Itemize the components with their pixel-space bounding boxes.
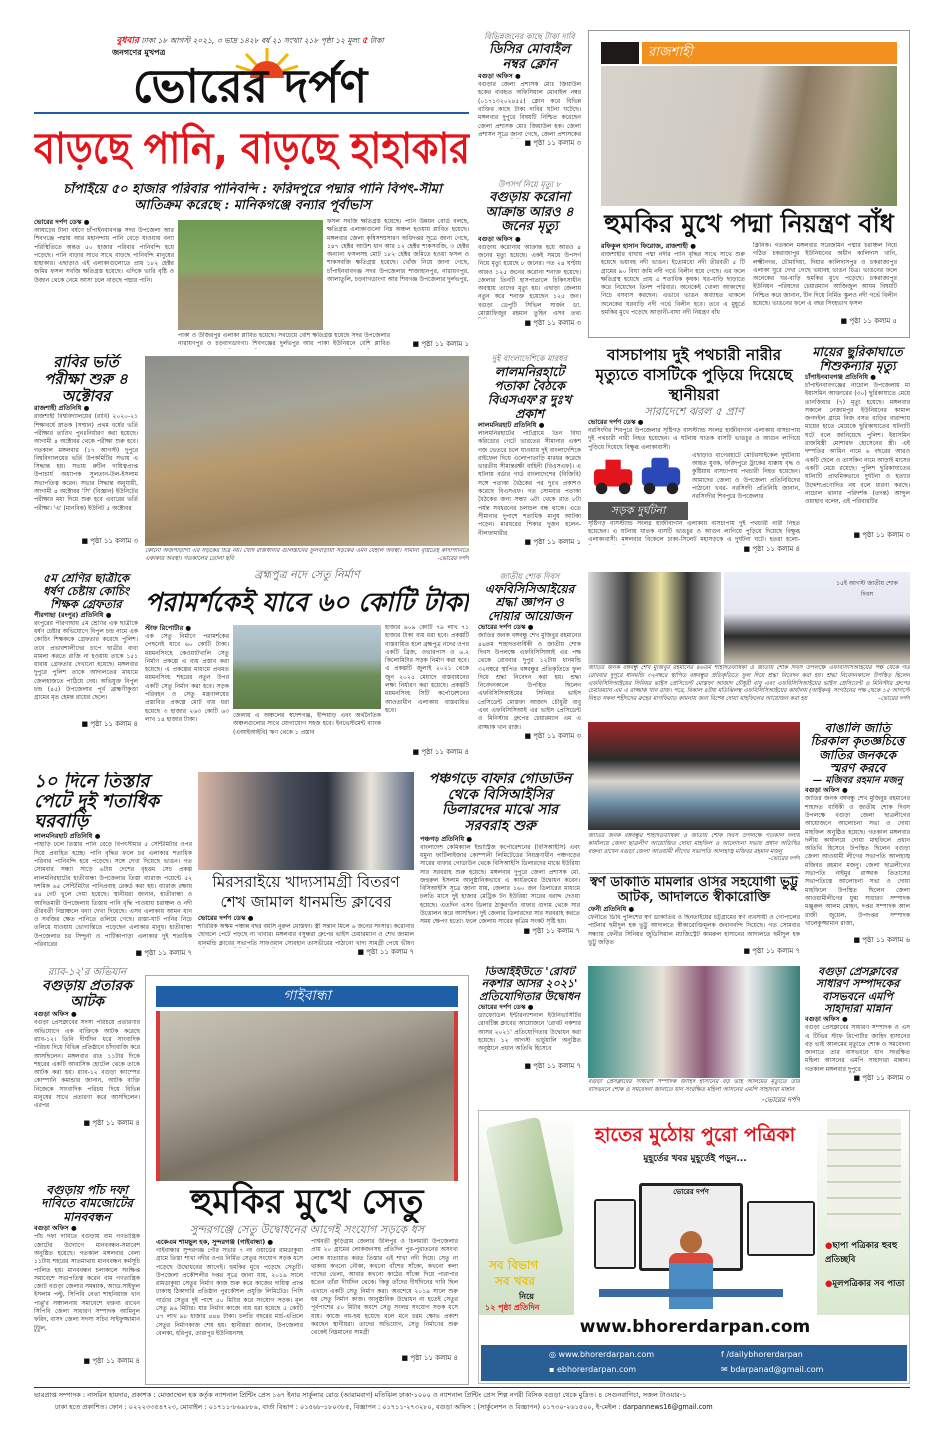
fbcci-caption-credit: -ভোরের দর্পণ <box>878 696 910 703</box>
gaibandha-box <box>145 975 469 1385</box>
ad-right-panel <box>817 1111 909 1315</box>
lead-body-bottom: পাকা ও উজিরপুর এলাকা প্লাবিত হয়েছে। সবচেয়ে বেশি ক্ষতিগ্রস্ত হয়েছে সদর উপজেলার নারায়ণপুর ও চড়বাগডাংগা। শিবগঞ্জের দুর্লভপুর আর পাকা ইউনিয়নে বেশি প্লাবিত <box>178 332 390 348</box>
dc-body: বগুড়ার জেলা প্রশাসক মোঃ জিয়াউল হকের ব্যবহৃত অফিসিয়াল মোবাইল নম্বর (০১৭১৩২০২৪৫৫) ক্লোন করে বিভিন্ন ব্যক্তির কাছে টাকা দাবির ঘটনা ঘটেছে। মঙ্গলবার দুপুরে বিষয়টি নিশ্চিত করেছেন জেলা প্রশাসক মোঃ জিয়াউল হক। জেলা প্রশাসন সূত্রে জানা গেছে, জেলা প্রশাসকের <box>478 81 581 138</box>
dc-headline: ডিসির মোবাইল নম্বর ক্লোন <box>489 42 570 72</box>
rajshahi-headline: হুমকির মুখে পদ্মা নিয়ন্ত্রণ বাঁধ <box>604 209 894 238</box>
river-photo <box>233 625 381 709</box>
imprint-line1: ভারপ্রাপ্ত সম্পাদক : নাসরিন হায়দার, প্রকাশক : মোজাম্মেল হক কর্তৃক ন্যাশনাল প্রিন্টিং প্রেস ১৬৭ ইনার সার্কুলার রোড (আরামবাগ) মতিঝিল ঢাকা-১০০০ ও ন্যাশনাল প্রিন্টিং প্রেস শিল্প নগরী বিসিক বগুড়া থেকে মুদ্রিত। ৪ সেগুনবাগিচা, সজল টাওয়ার-১ <box>34 1391 687 1399</box>
masthead-divider <box>34 112 469 114</box>
mirsarai-body: শারিরিক অক্ষম পঞ্চান্ন বছর বয়সি নুরুল মোস্তফা। স্ত্রী সন্তান মিলে ৬ জনের সংসার। করোনার ছোবলে পেটে পড়ছে না খাবার। মঙ্গলবার বসুন্ধরা গ্রুপের ভাইস চেয়ারম্যান ও শেখ জামাল ধানমন্ডি ক্লাবের সভাপতি সাফওয়ান সোবহান তাসভীরের পাঠানো খাদ্য সামগ্রী পেয়ে ভীষণ <box>198 923 414 947</box>
left-alliance-jump[interactable]: ■ পৃষ্ঠা ১১ কলাম ৪ <box>83 1357 140 1366</box>
bridge60-kicker: ব্রহ্মপুত্র নদে সেতু নির্মাণ <box>254 568 360 581</box>
lead-body: আষাঢ়ের টানা বর্ষণে চাঁপাইনবাবগঞ্জ সদর উপজেলা আর শিবগঞ্জে পদ্মায় আর মহানন্দায় পানি বেড়ে যাওয়ায় বন্যা পরিস্থিতিতে অন্তত ৫০ হাজার পরিবার পানিবন্দি হয়ে পড়েছে। পানি বাড়ার সাথে সাথে বাড়ছে পানিবন্দি মানুষের হাহাকার। এছাড়াও এই এলাকাগুলোতে প্রায় ১৮২ হেক্টর জমির ফসল সবজি ক্ষতিগ্রস্ত হয়েছে। এদিকে ভারি বৃষ্টি ও উজান থেকে নেমে আসা ঢলে বাড়ছে পদ্মার পানি। <box>34 227 174 284</box>
mother-byline: চাঁপাইনবাবগঞ্জ প্রতিনিধি ● <box>805 373 876 381</box>
bridge60-jump[interactable]: ■ পৃষ্ঠা ১১ কলাম ৪ <box>412 748 469 756</box>
diu-byline: ভোরের দর্পণ ডেস্ক ● <box>478 1002 534 1011</box>
footer-divider <box>34 1387 910 1388</box>
fbcci-banner-text: ১৫ই আগস্ট জাতীয় শোক দিবস <box>836 580 898 598</box>
epaper-icon: ▪ <box>549 1365 557 1374</box>
corona-kicker: উপসর্গ নিয়ে মৃত্যু ৮ <box>498 180 561 189</box>
ad-tagline: মুহূর্তের খবর মুহূর্তেই পড়ুন... <box>643 1154 747 1164</box>
ad-facebook[interactable] <box>721 1350 803 1359</box>
rajshahi-body2: ক্লিনিক। গতকাল মঙ্গলবার সরেজমিন পদ্মার চরাঞ্চল নিয়ে গঠিত চকরাজাপুর ইউনিয়নের অধীন কালিদাস খানি, লক্ষ্মীনগর, চৌমাদিয়া, দিয়ার কালিদাসপুর ও চকরাজাপুর এলাকা ঘুরে দেখা গেছে ভয়াবহ ভাঙন চিত্র। ভাঙনের ফলে অনেকের ঘর-বাড়ি হুমকির মুখে পড়েছে। চকরাজাপুর ইউনিয়ন পরিষদের চেয়ারম্যান আজিজুল আযম বিষয়টি নিশ্চিত করে জানান, টিন দিয়ে নির্মিত স্কুলও নদী গর্ভে বিলীন হয়েছে। ভাঙনের ফলে এ বছর সিংহভাগ ফসল <box>753 242 897 308</box>
bridge60-body2: হাজার ৯০৯ কোটি ৭৯ লাখ ৭১ হাজার টাকা ব্যয় ধরা হবে। প্রকল্পটি বাস্তবায়িত হলে ব্রহ্মপুত্র নদের ওপর একটি ব্রিজ, ওভারপাস ও ৬.২ কিলোমিটার সড়ক নির্মাণ করা হবে। এ প্রকল্পটি জুলাই ২০২১ থেকে জুন ২০২৫ মেয়াদে বাস্তবায়নের লক্ষ্য নির্ধারণ করা হয়েছে। প্রকল্পটি ময়মনসিংহ সিটি কর্পোরেশনের আওতাধীন এলাকায় বাস্তবায়িত হবে। <box>385 624 469 714</box>
facebook-icon: f <box>721 1350 727 1359</box>
diu-jump[interactable]: ■ পৃষ্ঠা ১১ কলাম ৭ <box>524 1061 581 1070</box>
ad-email-text: bdarpanad@gmail.com <box>730 1365 824 1374</box>
mp-headline: বগুড়া প্রেসক্লাবের সাধারণ সম্পাদকের বাসভবনে এমপি সাহাদারা মান্নান <box>815 966 900 1015</box>
tagline: জনগণের মুখপত্র <box>112 48 166 57</box>
logo <box>90 60 410 112</box>
muddy-road-photo <box>145 356 469 546</box>
globe-icon: ◎ <box>549 1350 559 1359</box>
rajshahi-body <box>589 242 909 326</box>
bridge60-body3: জেলায় এ অঞ্চলের স্বদেশগঞ্জ, ইন্দিয়াড় এবং অর্থনৈতিক অঞ্চলগুলোর সাথে যোগাযোগ সহজ হবে। ইনভেস্টমেন্ট ব্যাংক (এআইআইবি) ঋণ থেকে ১ প্রস্তাব <box>233 712 381 736</box>
ad-email[interactable] <box>721 1365 823 1374</box>
meeting-caption-text: জাতির জনক বঙ্গবন্ধুর শাহাদতবার্ষিকী ও জাতীয় শোক দিবস উপলক্ষে গতকাল দলীয় কার্যালয়ে জেলা ছাত্রলীগ আয়োজিত দোয়া মাহফিল ও আলোচনা সভায় প্রধান অতিথির বক্তব্য রাখেন বগুড়া জেলা আওয়ামী লীগের সভাপতি আলহাজ্ব মজিবর রহমান মজনু <box>588 833 800 855</box>
lead-body-right: ফসল সবজি ক্ষতিগ্রস্ত হয়েছে। পানি উন্নয়ন বোর্ড বলছে, ক্ষতিগ্রস্ত এলাকাগুলো নিম্ন অঞ্চল হওয়ায় প্লাবিত হয়েছে। মঙ্গলবার জেলা কৃষিসম্প্রসারণ অধিদপ্তর সূত্রে জানা গেছে, ১৪৭ হেক্টর আউশ ধান আর ১২ হেক্টর শাকসবজি, ৩ হেক্টর অন্যান্য ফসলসহ মোট ১৮২ হেক্টর জমিতে হওয়া ফসল ও শাকসবজি ক্ষতিগ্রস্ত হয়েছে। খোঁজ নিয়ে জানা গেছে, চাঁপাইনবাবগঞ্জ সদর উপজেলার শাজাহানপুর, নারায়ণপুর, আলাতুলি, চড়বাগডাংগা আর শিবগঞ্জ উপজেলার দুর্লভপুর, <box>327 218 469 284</box>
epaper-ad[interactable] <box>478 1110 910 1384</box>
rajshahi-box <box>588 30 910 338</box>
desk <box>599 1289 783 1297</box>
rolled-newspaper-icon <box>485 1117 564 1246</box>
mail-icon: ✉ <box>721 1365 731 1374</box>
accident-graphic <box>588 452 688 520</box>
mp-body: বগুড়া প্রেসক্লাবের সাধারণ সম্পাদক ও এস এ টিভির স্টাফ রিপোর্টার জাহিদ হাসানের বড় ভাই আলমের মৃত্যুতে শোক ও সমবেদনা জানাতে তার বাসভবনে যান সংরক্ষিত মহিলা আসনের এমপি সাহাদারা মান্নান। গতকাল মঙ্গলবার দুপুরে <box>805 1024 910 1073</box>
caption-text: কোনো অজপাড়াগাঁ এঁর সড়কের চিত্র নয়। খোদ রাজধানীর গুলিস্তানের ফুলবাড়ীয়া সড়কের এমন বেহাল অবস্থা। সামান্য বৃষ্টিতেই কাদাপানিতে একাকার অবস্থা। গতকালের তোলা ছবি <box>145 548 469 562</box>
story-bangali <box>805 722 910 962</box>
coaching-body: রংপুরের পীরগাছায় ৫ম শ্রেণির এক ছাত্রীকে ধর্ষণ চেষ্টার অভিযোগে বিপুল চন্দ্র নামে এক কোচিং শিক্ষককে গ্রেফতার করেছে পুলিশ। তবে প্রভাবশালীদের চাপে ছাত্রীর বাবা মামলা করতে রাজি না হওয়ায় তাকে ১৫১ ধারায় গ্রেফতার দেখানো হয়েছে। মঙ্গলবার দুপুরে পুলিশ তাকে আদালতের মাধ্যমে জেলহাজতে পাঠিয়ে দেয়। অভিযুক্ত বিপুল চন্দ্র (৪৫) উপজেলার পূর্ব ব্রাহ্মণীকুণ্ডা গ্রামের মৃত হেমন্ত রায়ের ছেলে। <box>34 619 138 702</box>
dc-kicker: বিভিন্নজনের কাছে টাকা দাবি <box>484 32 575 41</box>
bridge60-col3 <box>385 624 469 766</box>
rab-byline: বগুড়া অফিস ● <box>34 1010 77 1019</box>
buffer-body: বাংলাদেশ কেমিক্যাল ইন্ডাস্ট্রিজ কর্পোরেশনের (বিসিআইসি) এবং যমুনা ফার্টিলাইজার কোম্পানী লিমিটেডের নিয়ন্ত্রণাধীন পঞ্চগড়ের সারের বাফার গোডাউন থেকে বিসিআইসি ডিলারদের মাঝে ইউরিয়া সার সরবরাহ শুরু হয়েছে। মঙ্গলবার দুপুরে জেলা প্রশাসক মো. জহুরুল ইসলাম আনুষ্ঠানিকভাবে এ কার্যক্রমের উদ্বোধন করেন। বিসিআইসি সূত্রে জানা যায়, জেলার ১৬০ জন ডিলারের মাধ্যমে চলতি মাসে দুই হাজার মেট্রিক টন ইউরিয়া সারের বরাদ্দ দেওয়া হয়েছে। এতদিন এসব ডিলার ঠাকুরগাঁও বাফার গুদাম থেকে সার উত্তোলন করে আসছিল। দুই জেলার ডিলারদের সার সরবরাহ করতে সময় ক্ষেপণ হতো। ফলে জেলায় সারের কৃত্রিম সংকট সৃষ্টি হয়। <box>420 843 580 926</box>
bus-body3: সৃষ্টিগড় বাসস্ট্যান্ড সংলগ্ন হাজীবাগান এলাকায় বাসচাপায় দুই পথচারী নারী নিহত হয়েছেন। এ ঘটনায় ঘাতক বাসটি ভাঙচুর ও আগুন লাগিয়ে পুড়িয়ে দিয়েছে বিক্ষুব্ধ এলাকাবাসী। মঙ্গলবার বিকেলে ঢাকা-সিলেট মহাসড়কে এ দুর্ঘটনা ঘটে। হতরা হলো- <box>588 519 800 544</box>
fbcci-headline: এফবিসিসিআইয়ের শ্রদ্ধা জ্ঞাপন ও দোয়ার আয়োজন <box>484 582 575 623</box>
imprint-line2-box <box>55 1402 910 1413</box>
bus-body2: এছাড়াও বাগেরহাটে মোটরসাইকেল দুর্ঘটনায় আহত যুবক, ফরিদপুরে ট্রাকের ধাক্কায় বৃদ্ধ ও কুষ্টিয়ায় বাসচাপায় পথচারী নিহত হয়েছেন। আমাদের জেলা ও উপজেলা প্রতিনিধিদের পাঠানো খবর- নরসিংদী প্রতিনিধি জানান, নরসিংদীর শিবপুরে উপজেলার <box>692 451 800 501</box>
mirsarai-byline: ভোরের দর্পণ ডেস্ক ● <box>198 914 254 922</box>
condolence-visit-photo <box>588 966 800 1078</box>
corona-headline: বগুড়ায় করোনা আক্রান্ত আরও ৪ জনের মৃত্যু <box>485 190 574 235</box>
cracked-road-photo <box>156 1011 458 1181</box>
mirsarai-jump[interactable]: ■ পৃষ্ঠা ১১ কলাম ৭ <box>357 948 414 956</box>
lead-jump[interactable]: ■ পৃষ্ঠা ১১ কলাম ১ <box>412 340 469 348</box>
lead-headline-box <box>34 118 470 180</box>
diu-body: ড্যাফোডিল ইন্টারন্যাশনাল ইউনিভার্সিটির রোবটিক্স ক্লাবের আয়োজনে 'রোবট নকশার আসর ২০২১' প্রতিযোগিতার উদ্বোধন করা হয়েছে। ১২ আগস্ট ভার্চুয়ালি অনুষ্ঠিত অনুষ্ঠানে প্রধান অতিথি হিসেবে <box>478 1011 581 1053</box>
rab-body: বগুড়া প্রেসক্লাবের সদস্য পরিচয়ে প্রতারণার অভিযোগে এক ব্যক্তিকে আটক করেছে র‌্যাব-১২। তিনি দীর্ঘদিন ধরে সাংবাদিক পরিচয় দিয়ে বিভিন্ন প্রতিষ্ঠানে চাঁদাবাজি করে আসছিলেন। মঙ্গলবার রাত ১১টার দিকে শহরের একটি আবাসিক হোটেল থেকে তাকে আটক করা হয়। র‌্যাব-১২ বগুড়া ক্যাম্পের কোম্পানি কমান্ডার জানান, আটক ব্যক্তি নিজেকে সাংবাদিক পরিচয় দিয়ে বিভিন্ন মানুষের সাথে প্রতারণা করে আসছিলেন। এরপর <box>34 1019 140 1110</box>
bus-mid <box>588 452 800 520</box>
rabi-headline: রাবির ভর্তি পরীক্ষা শুরু ৪ অক্টোবর <box>44 354 128 405</box>
fbcci-byline: ভোরের দর্পণ ডেস্ক ● <box>478 623 534 632</box>
rabi-body: রাজশাহী বিশ্ববিদ্যালয়ের (রাবি) ২০২০-২১ শিক্ষাবর্ষে স্নাতক (সম্মান) প্রথম বর্ষের ভর্তি পরীক্ষার তারিখ পুনঃনির্ধারণ করা হয়েছে। আগামী ৪ অক্টোবর থেকে পরীক্ষা শুরু হবে। গতকাল মঙ্গলবার (১৭ আগস্ট) দুপুরে বিশ্ববিদ্যালয়ের ভর্তি উপকমিটির সভায় এ সিদ্ধান্ত হয়। সভায় রুটিন দায়িত্বপ্রাপ্ত উপাচার্য অধ্যাপক সুলতান-উল-ইসলাম সভাপতিত্ব করেন। সভার সিদ্ধান্ত অনুযায়ী, আগামী ৪ অক্টোবর 'সি' (বিজ্ঞান) ইউনিটের পরীক্ষার মধ্য দিয়ে শুরু হবে এবারের ভর্তি পরীক্ষা। 'এ' (মানবিক) ইউনিট ৫ অক্টোবর <box>34 413 138 512</box>
bsf-headline: লালমনিরহাটে পতাকা বৈঠকে বিএসএফ'র দুঃখ প্রকাশ <box>487 364 572 421</box>
ad-left2: সব খবর <box>495 1274 535 1288</box>
diu-headline: ডিআইইউতে 'রোবট নকশার আসর ২০২১' প্রতিযোগিতার উদ্বোধন <box>479 966 580 1003</box>
newspaper-stack-icon <box>827 1119 901 1229</box>
fbcci-body: জাতির জনক বঙ্গবন্ধু শেখ মুজিবুর রহমানের ৪৬তম শাহাদতবার্ষিকী ও জাতীয় শোক দিবস উপলক্ষে এফবিসিসিআই এর পক্ষ থেকে রোববার দুপুর ১২টায় ধানমন্ডি ৩২নম্বরে স্থাপিত বঙ্গবন্ধুর প্রতিকৃতিতে ফুল দিয়ে শ্রদ্ধা নিবেদন করা হয়। শ্রদ্ধা নিবেদনকালে উপস্থিত ছিলেন এফবিসিসিআইয়ের সিনিয়র ভাইস প্রেসিডেন্ট মোস্তফা আজাদ চৌধুরী বাবু এবং এফবিসিসিআই এর ভাইস প্রেসিডেন্ট ও মিনিস্টার গ্রুপের চেয়ারম্যান এম এ রাজ্জাক খান রাজ। <box>478 632 581 731</box>
bridge60-byline: স্টাফ রিপোর্টার ● <box>145 624 192 632</box>
mp-jump[interactable]: ■ পৃষ্ঠা ১১ কলাম ৩ <box>853 1074 910 1083</box>
gold-jump[interactable]: ■ পৃষ্ঠা ১১ কলাম ৭ <box>743 947 800 956</box>
rabi-jump[interactable]: ■ পৃষ্ঠা ১১ কলাম ৩ <box>81 537 138 546</box>
story-bus <box>588 345 800 567</box>
bangali-body: জাতির জনক বঙ্গবন্ধু শেখ মুজিবুর রহমানের শাহাদত বার্ষিকী ও জাতীয় শোক দিবস উপলক্ষে বগুড়া জেলা ছাত্রলীগের আয়োজনে আলোচনা সভা ও দোয়া মাহফিল অনুষ্ঠিত হয়েছে। গতকাল মঙ্গলবার দলীয় কার্যালয়ে দোয়া মাহফিলে প্রধান অতিথি হিসেবে উপস্থিত ছিলেন বগুড়া জেলা আওয়ামী লীগের সভাপতি আলহাজ্ব মজিবর রহমান মজনু। জেলা ছাত্রলীগের সভাপতি নাইমুর রাজ্জাক তিতাসের সভাপতিত্বে আলোচনা সভা ও দোয়া মাহফিলে উপস্থিত ছিলেন জেলা আওয়ামীলীগের যুগ্ম সাধারণ সম্পাদক মঞ্জুরুল আলম মোহন, দপ্তর সম্পাদক আল রাজী জুয়েল, উপদপ্তর সম্পাদক খালেকুজ্জামান রাজা, <box>805 795 910 927</box>
story-bsf <box>478 352 581 566</box>
mother-jump[interactable]: ■ পৃষ্ঠা ১১ কলাম ৩ <box>853 531 910 539</box>
ad-left3: নিয়ে <box>519 1292 534 1301</box>
gaibandha-byline: একেএম শামছুল হক, সুন্দরগঞ্জ (গাইবান্ধা) ● <box>156 1238 274 1246</box>
fbcci-caption <box>588 665 910 713</box>
story-corona <box>478 178 581 348</box>
ad-left-panel <box>479 1111 574 1315</box>
bus-jump[interactable]: ■ পৃষ্ঠা ১১ কলাম ৪ <box>743 544 800 553</box>
doa-mahfil-photo <box>724 572 910 664</box>
story-rab <box>34 966 140 1148</box>
logo-text: ভোরের দর্পণ <box>132 60 368 112</box>
riverbank-erosion-photo <box>601 66 897 206</box>
bangali-byline: বগুড়া অফিস ● <box>805 786 848 795</box>
mirsarai-headline: মিরসরাইয়ে খাদ্যসামগ্রী বিতরণ শেখ জামাল ধানমন্ডি ক্লাবের <box>212 873 400 911</box>
fbcci-kicker: জাতীয় শোক দিবস <box>499 572 560 581</box>
lead-headline: বাড়ছে পানি, বাড়ছে হাহাকার <box>34 124 470 174</box>
bangali-jump[interactable]: ■ পৃষ্ঠা ১১ কলাম ৬ <box>853 936 910 945</box>
corona-jump[interactable]: ■ পৃষ্ঠা ১১ কলাম ৩ <box>524 318 581 327</box>
gaibandha-body1: গাইবান্ধার সুন্দরগঞ্জ পৌর সভার ৭ নং ওয়ার্ডের রামডাকুয়া গ্রামে তিস্তা শাখা নদীর ওপর নির্মিত সেতুর সংযোগ সড়ক ধসে পড়েছে উদ্বোধনের আগেই। হুমকির মুখে পড়েছে সেতুটি। উপজেলা প্রকৌশলীর দপ্তর সূত্রে জানা যায়, ২০১৯ সালে রামডাকুয়া সেতুর নির্মাণ কাজ শুরু করে কাজের দায়িত্ব প্রাপ্ত ঢাকাস্থ ঠিকাদারি প্রতিষ্ঠান পুরকৌশল প্রযুক্তি লিমিটেড। পিসি গার্ডার সেতুর দুই পাশে ৫০ মিটার করে সংযোগ সড়ক। মূল সেতু ৯৬ মিটার। যার নির্মাণ কাজে ব্যয় ধরা হয়েছে ৫ কোটি ৫৭ লাখ ৯৮ হাজার ৪৪৪ টাকা। চলতি বছরের মার্চ-এপ্রিলে সেতুর নির্মাণকাজ শেষ হয়। স্থানীয়রা জানান, উপজেলার বেলকা, হরিপুর, তারাপুর ইউনিয়নসহ <box>156 1247 303 1337</box>
dc-byline: বগুড়া অফিস ● <box>478 72 521 81</box>
lead-byline: ভোরের দর্পণ ডেস্ক ● <box>34 218 90 226</box>
lead-col-left <box>34 218 174 349</box>
corona-byline: বগুড়া অফিস ● <box>478 234 521 243</box>
story-teesta <box>34 772 192 962</box>
fbcci-caption-text: জাতির জনক বঙ্গবন্ধু শেখ মুজিবুর রহমানের ৪৬তম শাহাদতবার্ষিকী ও জাতীয় শোক দিবস উপলক্ষে এফবিসিসিআইয়ের পক্ষ থেকে গত রোববার দুপুরে ধানমন্ডি ৩২নম্বরে স্থাপিত বঙ্গবন্ধুর প্রতিকৃতিতে ফুল দিয়ে শ্রদ্ধা নিবেদন করা হয়। শ্রদ্ধা নিবেদনকালে উপস্থিত ছিলেন এফবিসিসিআইয়ের সিনিয়র ভাইস প্রেসিডেন্ট মোস্তফা আজাদ চৌধুরী বাবু এবং এফবিসিসিআইয়ের ভাইস প্রেসিডেন্ট ও মিনিস্টার গ্রুপের চেয়ারম্যান এম এ রাজ্জাক খান রাজ। পরে, বিকাল ৪টায় মতিঝিলস্থ এফবিসিসিআইয়ের কার্যালয় (আইকন) সংগঠনের পক্ষ থেকে ১৫ আগস্টে নিহত সকল শহীদদের রুহের মাগফিরাত কামনায় জন্য বিশেষ দোয়া মাহফিলের আয়োজন করা হয় <box>588 665 910 703</box>
bangali-quote: — মজিবর রহমান মজনু <box>812 774 903 786</box>
ad-facebook-text: /dailybhorerdarpan <box>726 1350 803 1359</box>
corona-body: বগুড়ায় করোনায় আক্রান্ত হয়ে আরও ৪ জনের মৃত্যু হয়েছে। একই সময়ে উপসর্গ নিয়ে মৃত্যু হয়েছে ৮ জনের। গত ২৪ ঘণ্টায় আরও ১২৫ জনের করোনা শনাক্ত হয়েছে। জেলার তিনটি হাসপাতালে চিকিৎসাধীন অবস্থায় তাদের মৃত্যু হয়। এছাড়া জেলায় নতুন করে শনাক্ত হয়েছেন ১২৫ জন। বগুড়া ডেপুটি সিভিল সার্জন ডা. মোস্তাফিজুর রহমান তুহিন এসব তথ্য <box>478 243 581 318</box>
muddy-road-caption <box>145 548 469 566</box>
story-gold <box>588 876 800 963</box>
mother-body: চাঁপাইনবাবগঞ্জের নাচোল উপজেলায় মা ইয়াসমিন আক্তারের (৩০) ছুরিকাঘাতে মেয়ে তানজিয়ার (৭) মৃত্যু হয়েছে। মঙ্গলবার সকালে নেজামপুর ইউনিয়নের কামাল জগদইল গ্রামে নিজ বসত বাড়ির বারান্দায় মায়ের হাতে মেয়েকে ছুরিকাঘাতের ঘটনাটি ঘটে বলে জানিয়েছে পুলিশ। ইয়াসমিন রাজমিস্ত্রী মোশারফ হোসেনের স্ত্রী। এই দম্পতির আমিন নামে ৬ বছরের আরও একটি ছেলে ও তাসকিন নামে আড়াই মাসের একটি মেয়ে রয়েছে। পুলিশ ছুরিকাঘাতের ঘটনাটি প্রাথমিকভাবে দুর্ঘটনা ও হত্যার উদ্দেশ্যপ্রণোদিত নয় বলে ধারণা করছে। নাচোল থানার পরিদর্শক (তদন্ত) আব্দুল ওয়াহাব বলেন, এই পরিবারটির <box>805 382 910 506</box>
story-left-alliance <box>34 1184 140 1384</box>
rajshahi-byline: রফিকুল হাসান ফিরোজ, রাজশাহী ● <box>601 242 696 250</box>
story-diu <box>478 966 581 1104</box>
reader-person-icon <box>669 1231 713 1313</box>
story-fbcci <box>478 570 581 766</box>
ad-right1-text: ছাপা পত্রিকার হুবহু প্রতিচ্ছবি <box>825 1241 898 1265</box>
imprint-line1-box <box>34 1390 910 1401</box>
bus-byline: ভোরের দর্পণ ডেস্ক ● <box>588 418 644 426</box>
condolence-caption-credit: -ভোরের দর্পণ <box>761 1096 800 1104</box>
bsf-body: লালমনিরহাটের পাটগ্রামে তিন বিঘা করিডোর গেটে ভারতের সীমানার একশ গজ ভেতরে চলে যাওয়ায় দুই বাংলাদেশিকে রাইফেল দিয়ে এলোপাতাড়ি মারধর করেছে ভারতীয় সীমান্তরক্ষী বাহিনী (বিএসএফ)। এ ঘটনায় বর্ডার গার্ড বাংলাদেশের (বিজিবি) সঙ্গে পতাকা বৈঠকের পর দুঃখ প্রকাশও করেছে বিএসএফ। গত সোমবার পতাকা বৈঠকের জন্য সন্ধ্যা ৬টা থেকে রাত ৮টা পর্যন্ত সবধরনের চলাচল বন্ধ থাকে। এতে সীমানার দুপাশে শতাধিক মানুষ আটকা পড়েন। মারধরের শিকার দুজন হলেন- নীলফামারীর <box>478 430 581 537</box>
meeting-caption <box>588 833 800 871</box>
meeting-caption-credit: -ভোরের দর্পণ <box>768 856 800 863</box>
rajshahi-banner: রাজশাহী <box>642 42 897 64</box>
rabi-byline: রাজশাহী প্রতিনিধি ● <box>34 404 90 413</box>
banner-block <box>601 42 639 64</box>
rajshahi-body1: রাজশাহীর বাঘায় পদ্মা নদীর পানি বৃদ্ধির সাথে সাথে শুরু হয়েছে ভয়াবহ নদী ভাঙন। ইতোমধ্যে নদী তীরবর্তী ৫ টি গ্রামের ৯০ বিঘা জমি নদী গর্ভে বিলীন হয়ে গেছে। এর ফলে ক্ষতিগ্রস্থ হয়েছে প্রায় ৫ শতাধিক কৃষক। ঘর-বাড়ি ছাড়াতে করে নিয়েছেন তিনশ পরিবার। অনেকেই খোলা আকাশের নিচে বসবাস করছেন। এভাবে ভাঙন অব্যাহত থাকলে অনেকের ঘরবাড়ি নদী গর্ভে বিলীন হবে। তবে এ মুহূর্তে হুমকির মুখে পড়েছে আড়ানী-বাঘা নদী নিয়ন্ত্রণ বাঁধ <box>601 251 745 317</box>
bsf-byline: লালমনিরহাট প্রতিনিধি ● <box>478 421 545 429</box>
rab-jump[interactable]: ■ পৃষ্ঠা ১১ কলাম ৪ <box>83 1119 140 1128</box>
bridge60-headline-box <box>145 584 469 622</box>
road-accident-tag: সড়ক দুর্ঘটনা <box>588 502 688 520</box>
screen-logo: ভোরের দর্পণ <box>642 1186 740 1268</box>
gaibandha-jump[interactable]: ■ পৃষ্ঠা ১১ কলাম ৪ <box>401 1354 458 1362</box>
ad-right2: ●মূলপত্রিকার সব পাতা <box>825 1279 905 1289</box>
bridge60-headline: পরামর্শকেই যাবে ৬০ কোটি টাকা <box>145 588 469 618</box>
gaibandha-headline: হুমকির মুখে সেতু <box>190 1182 424 1222</box>
gaibandha-body2: পার্শ্ববর্তী কুড়িগ্রাম জেলার উলিপুর ও চিলমারী উপজেলার প্রায় ২০ গ্রামের লোকজনসহ প্রতিদিন পুর-পুরাতনের অসংখ্য লোক যাতায়াত করত তিস্তার এই শাখা নদী দিয়ে। সেতু না থাকায় কখনো নৌকা, কখনো বাঁশের সাঁকো, কখনো কলা গাছের ভেলা, আবার কখনো কাঠের সাঁকো দিয়ে পারাপার হতেন তাঁরা দীর্ঘদিন থেকে। কিন্তু তাঁদের দীর্ঘদিনের দাবি ছিল এখানে একটি সেতু নির্মাণ করা। অবশেষে ২০১৯ সালে শুরু হয় সেতু নির্মাণ কাজ। আনুষ্ঠানিক উদ্বোধন না হতেই সেতুর পূর্বপাশের ৫০ মিটার অংশে সেতু সংলগ্ন সংযোগ সড়ক ধসে যায়। কাজে নয়-ছয় হয়েছে বলে মনে চরম ক্ষোভ প্রকাশ করছেন স্থানীয়রা। তাদের অভিযোগ, সেতু নির্মাণের শুরু থেকেই নিম্নমানের সামগ্রী <box>311 1238 458 1337</box>
car-crash-icon <box>588 452 688 498</box>
story-mother <box>805 345 910 567</box>
bridge60-col1 <box>145 624 229 766</box>
ad-epaper[interactable] <box>549 1365 636 1374</box>
bus-headline: বাসচাপায় দুই পথচারী নারীর মৃত্যুতে বাসটিকে পুড়িয়ে দিয়েছে স্থানীয়রা <box>595 345 793 404</box>
ad-url[interactable]: www.bhorerdarpan.com <box>579 1317 811 1337</box>
dc-jump[interactable]: ■ পৃষ্ঠা ১১ কলাম ৩ <box>524 139 581 148</box>
discussion-meeting-photo <box>588 722 800 830</box>
ad-left4: ১২ পৃষ্ঠা প্রতিদিন <box>485 1303 540 1312</box>
price: ৫ <box>361 36 368 46</box>
rajshahi-headline-box <box>601 206 897 242</box>
wreath-photo <box>588 572 721 664</box>
left-alliance-body: পাঁচ দফা দাবিতে বগুড়ায় বাম গণতান্ত্রিক জোটের উদ্যোগে মানববন্ধন-সমাবেশ অনুষ্ঠিত হয়েছে। গতকাল মঙ্গলবার বেলা ১১টায় শহরের সাতমাথায় মানববন্ধন কর্মসূচি পালিত হয়। মানববন্ধন চলাকালে সংক্ষিপ্ত সমাবেশে সভাপতিত্ব করেন বাম গণতান্ত্রিক জোট বগুড়া জেলার সমন্বয়ক, অ্যাড.সাইফুল ইসলাম পল্টু, সিপিবি নেতা শাহনিয়াজ খান পাপ্পু'র সঞ্চালনায় সমাবেশে বক্তব্য রাখেন সিপিবি জেলা সাধারণ সম্পাদক আমিনুল ফরিদ, বাসদ জেলা সদস্য সচিব সাইফুজ্জামান টুটুল, <box>34 1233 140 1332</box>
mp-byline: বগুড়া অফিস ● <box>805 1015 848 1024</box>
bridge60-body1: এক সেতু নির্মাণে পরামর্শকের পেছনেই যাবে ৬০ কোটি টাকা। ময়মনসিংহে কেওয়াটখালি সেতু নির্মাণ প্রকল্পে এ ব্যয় প্রস্তাব করা হয়েছে। এ প্রকল্পের মাধ্যমে প্রথমত ময়মনসিংহ শহরের নতুন উপর একটি সেতু নির্মাণ করা হবে। সড়ক পরিবহন ও সেতু মন্ত্রণালয়ের প্রস্তাবিত প্রকল্পে মোট ব্যয় ধরা হয়েছে ৩ হাজার ২৬৩ কোটি ৬৩ লাখ ১৪ হাজার টাকা। <box>145 633 229 723</box>
bsf-jump[interactable]: ■ পৃষ্ঠা ১১ কলাম ১ <box>524 538 581 546</box>
story-rabi <box>34 354 138 566</box>
gaibandha-headline-box <box>156 1181 458 1223</box>
tablet-icon <box>594 1199 636 1269</box>
ad-web[interactable] <box>549 1350 654 1359</box>
gold-headline: স্বর্ণ ডাকাতি মামলার ওসির সহযোগী ভুট্টু আটক, আদালতে স্বীকারোক্তি <box>590 876 798 905</box>
monitor-icon <box>747 1201 815 1256</box>
gold-body: ফেনীতে ডিবি পুলিশের স্বর্ণ ডাকাতির ও ছিনতাইয়ের চট্টগ্রামের স্বর্ণ ব্যবসায়ী ও গোপালের পার্টনার ছমীদুল হক ভুট্টু আদালতে স্বীকারোক্তিমূলক জবানবন্দি দিয়েছে। গত সোমবার সন্ধ্যায় ফেনীর সিনিয়র জুডিসিয়াল ম্যাজিস্ট্রেট কামরুল হাসানের আদালতে ছমীদুল হক ভুট্টু জড়িত <box>588 914 800 946</box>
left-alliance-byline: বগুড়া অফিস ● <box>34 1224 77 1233</box>
imprint-line2: ঢাকা হতে প্রকাশিত। ফোন : ০২২২৩৩৫৪৭২৩, মোবাইল : ০১৭১১-৮৬৯৮৮৯, বার্তা বিভাগ : ০১৫৬৮-১৮০৩৮৫, বিজ্ঞাপন : ০১৭১১-২৭৩২৮০, বগুড়া অফিস : (সার্কুলেশন ও বিজ্ঞাপন) ০১৭৩০-২৬১৫০০, ই-মেইল : darpannews16@gmail.com <box>55 1403 713 1411</box>
bangali-headline: বাঙালি জাতি চিরকাল কৃতজ্ঞচিত্তে জাতির জনককে স্মরণ করবে <box>810 722 905 776</box>
lead-subhead: চাঁপাইয়ে ৫০ হাজার পরিবার পানিবন্দি : ফরিদপুরে পদ্মার পানি বিপৎ-সীমা আতিক্রম করেছে : মানিকগঞ্জে বন্যার পূর্বাভাস <box>63 182 442 213</box>
rajshahi-jump[interactable]: ■ পৃষ্ঠা ১১ কলাম ৫ <box>840 317 897 325</box>
rab-headline: বগুড়ায় প্রতারক আটক <box>42 978 132 1010</box>
teesta-jump[interactable]: ■ পৃষ্ঠা ১১ কলাম ৭ <box>135 949 192 958</box>
buffer-jump[interactable]: ■ পৃষ্ঠা ১১ কলাম ৭ <box>523 926 580 935</box>
coaching-byline: পীরগাছা (রংপুর) প্রতিনিধি ● <box>34 610 112 619</box>
divider <box>588 873 800 874</box>
date-issue: ঢাকা ১৮ আগস্ট ২০২১, ৩ ভাদ্র ১৪২৮ বর্ষ ২১ সংখ্যা ২১৮ পৃষ্ঠা ১২ মূল্য <box>141 36 360 45</box>
gaibandha-body <box>146 1236 468 1365</box>
ad-right2-text: মূলপত্রিকার সব পাতা <box>832 1279 905 1289</box>
ad-left1: সব বিভাগ <box>489 1258 539 1272</box>
gold-byline: ফেনী প্রতিনিধি ● <box>588 905 635 914</box>
gaibandha-subhead: সুন্দরগঞ্জে সেতু উদ্বোধনের আগেই সংযোগ সড়কে ধস <box>189 1223 425 1236</box>
flood-photo <box>178 220 323 330</box>
bus-kicker: সারাদেশে ঝরল ৫ প্রাণ <box>644 405 744 418</box>
condolence-caption-text: বগুড়া প্রেসক্লাবের সাধারণ সম্পাদক জাহিদ হাসানের বড় ভাই আলমের মৃত্যুতে তার বাসভবনে শোক ও সমবেদনা জানাতে যান সংরক্ষিত মহিলা আসনের এমপি সাহাদারা মান্নান <box>588 1079 800 1093</box>
mirsarai-text <box>198 914 414 964</box>
fbcci-jump[interactable]: ■ পৃষ্ঠা ১১ কলাম ৩ <box>524 732 581 741</box>
ad-contact-bar <box>481 1345 907 1381</box>
bsf-kicker: দুই বাংলাদেশিকে মারধর <box>491 354 568 363</box>
ad-web-text: www.bhorerdarpan.com <box>558 1350 655 1359</box>
weekday: বুধবার <box>116 36 139 46</box>
caption-credit: -ভোরের দর্পণ <box>437 555 469 562</box>
coaching-headline: ৫ম শ্রেণির ছাত্রীকে ধর্ষণ চেষ্টায় কোচিং শিক্ষক গ্রেফতার <box>42 572 130 611</box>
story-coaching <box>34 572 138 768</box>
buffer-headline: পঞ্চগড়ে বাফার গোডাউন থেকে বিসিআইসির ডিলারদের মাঝে সার সরবরাহ শুরু <box>428 772 572 835</box>
mother-headline: মায়ের ছুরিকাঘাতে শিশুকন্যার মৃত্যু <box>812 345 903 373</box>
story-mp <box>805 966 910 1104</box>
coaching-jump[interactable]: ■ পৃষ্ঠা ১১ কলাম ৪ <box>81 719 138 728</box>
rab-kicker: র‌্যাব-১২'র অভিযান <box>47 967 127 978</box>
bus-body1: নরসিংদীর শিবপুরে উপজেলার সৃষ্টিগড় বাসস্ট্যান্ড সংলগ্ন হাজীবাগান এলাকায় বাসচাপায় দুই পথচারী নারী নিহত হয়েছেন। এ ঘটনায় ঘাতক বাসটি ভাঙচুর ও আগুন লাগিয়ে পুড়িয়ে দিয়েছে বিক্ষুব্ধ এলাকাবাসী। <box>588 427 800 451</box>
teesta-headline: ১০ দিনে তিস্তার পেটে দুই শতাধিক ঘরবাড়ি <box>34 772 160 833</box>
left-alliance-headline: বগুড়ায় পাঁচ দফা দাবিতে বামজোটের মানববন্ধন <box>41 1184 133 1224</box>
rajshahi-banner-row <box>601 42 897 64</box>
ad-title: হাতের মুঠোয় পুরো পত্রিকা <box>594 1124 796 1146</box>
currency: টাকা <box>369 36 384 45</box>
story-buffer <box>420 772 580 962</box>
buffer-byline: পঞ্চগড় প্রতিনিধি ● <box>420 834 473 843</box>
food-distribution-photo <box>198 772 414 870</box>
gaibandha-banner: গাইবান্ধা <box>156 986 458 1007</box>
ad-right1: ●ছাপা পত্রিকার হুবহু প্রতিচ্ছবি <box>825 1241 898 1265</box>
story-dc <box>478 30 581 172</box>
ad-epaper-text: ebhorerdarpan.com <box>556 1365 637 1374</box>
teesta-body: পাহাড়ি ঢলে তিস্তার পানি বেড়ে বিপৎসীমার ৫ সেন্টিমিটার ওপর দিয়ে প্রবাহিত হচ্ছে। পানি বৃদ্ধির ফলে চর এলাকার শতাধিক পরিবার পানিবন্দি হয়ে পড়েছে। সঙ্গে দেখা দিয়েছে ভাঙন। গত সোমবার সন্ধ্যা সাড়ে ৬টায় দেশের বৃহত্তম সেচ প্রকল্প লালমনিরহাটের হাতীবান্ধা উপজেলার তিস্তা ব্যারাজ পয়েন্টে ৫২ দশমিক ৬৫ সেন্টিমিটার পানিপ্রবাহ রেকর্ড করা হয়। ব্যারাজ রক্ষায় ৪৪ গেট খুলে দেয়া হয়েছে। স্থানীয়রা জানান, হাতীবান্ধা ও আদিতমারী উপজেলায় তিস্তায় পানি বৃদ্ধি পাওয়ায় চরাঞ্চল ও নদী তীরবর্তী নিম্নাঞ্চলে বন্যা দেখা দিয়েছে। এসব এলাকায় আমন ধান ও সবজির ক্ষেত পানিতে তলিয়ে গেছে। রাস্তা-ঘাট পানির নিচে তলিয়ে যাওয়ায় ভোগান্তিতে পড়েছেন এলাকার মানুষ। হাতীবান্ধা উপজেলার চর সিন্দুর্না ও পাটিকাপাড়া এলাকার দুই শতাধিক পরিবারের <box>34 841 192 949</box>
teesta-byline: লালমনিরহাট প্রতিনিধি ● <box>34 832 101 841</box>
